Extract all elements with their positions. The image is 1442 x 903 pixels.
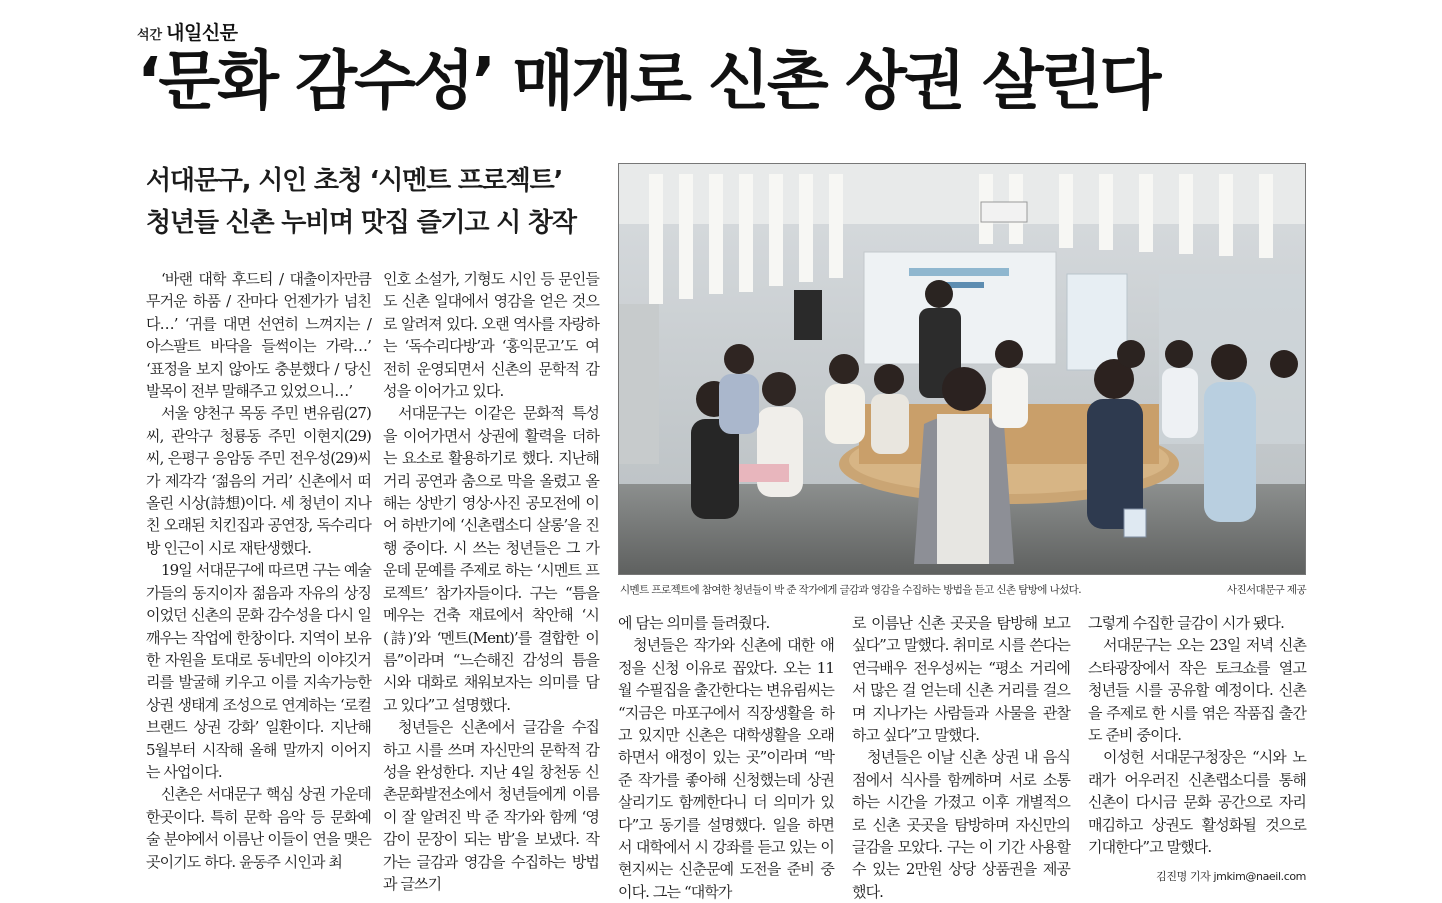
article-column-5 [1088,612,1306,862]
paragraph: 인호 소설가, 기형도 시인 등 문인들도 신촌 일대에서 영감을 얻은 것으로 알려져 있다. 오랜 역사를 자랑하는 ‘독수리다방’과 ‘홍익문고’도 여전히 운영되면서 신촌의 문학적 감성을 이어가고 있다. [383,270,599,401]
paragraph: 서울 양천구 목동 주민 변유림(27)씨, 관악구 청룡동 주민 이현지(29)씨, 은평구 응암동 주민 전우성(29)씨가 제각각 ‘젊음의 거리’ 신촌에서 떠올린 시상(詩想)이다. 세 청년이 지나친 오래된 치킨집과 공연장, 독수리다방 인근이 시로 재탄생했다. [146,404,371,557]
paragraph: 청년들은 작가와 신촌에 대한 애정을 신청 이유로 꼽았다. 오는 11월 수필집을 출간한다는 변유림씨는 “지금은 마포구에서 직장생활을 하고 있지만 신촌은 대학생활을 오래 하면서 애정이 있는 곳”이라며 “박 준 작가를 좋아해 신청했는데 상권 살리기도 함께한다니 더 의미가 있다”고 동기를 설명했다. 일을 하면서 대학에서 시 강좌를 듣고 있는 이현지씨는 신춘문예 도전을 준비 중이다. 그는 “대학가 [618,636,834,901]
article-column-4 [852,612,1070,901]
photo-caption: 시멘트 프로젝트에 참여한 청년들이 박 준 작가에게 글감과 영감을 수집하는 방법을 듣고 신촌 탐방에 나섰다. [620,584,1081,596]
article-column-2 [383,268,599,893]
paragraph: 청년들은 이날 신촌 상권 내 음식점에서 식사를 함께하며 서로 소통하는 시간을 가졌고 이후 개별적으로 신촌 곳곳을 탐방하며 자신만의 글감을 모았다. 구는 이 기간 사용할 수 있는 2만원 상당 상품권을 제공했다. [852,748,1070,901]
photo-credit: 사진서대문구 제공 [1226,584,1306,596]
paragraph: 신촌은 서대문구 핵심 상권 가운데 한곳이다. 특히 문학 음악 등 문화예술 분야에서 이름난 이들이 연을 맺은 곳이기도 하다. 윤동주 시인과 최 [146,785,371,871]
article-column-3 [618,612,834,901]
headline: ‘문화 감수성’ 매개로 신촌 상권 살린다 [137,45,1159,119]
paragraph: 로 이름난 신촌 곳곳을 탐방해 보고 싶다”고 말했다. 취미로 시를 쓴다는 연극배우 전우성씨는 “평소 거리에서 많은 걸 얻는데 신촌 거리를 걸으며 지나가는 사람들과 사물을 관찰하고 싶다”고 말했다. [852,614,1070,745]
paragraph: 에 담는 의미를 들려줬다. [618,614,770,632]
article-column-1 [146,268,371,890]
edition-label: 석간 [137,28,163,43]
paragraph: ‘바랜 대학 후드티 / 대출이자만큼 무거운 하품 / 잔마다 언젠가가 넘친다…’ ‘귀를 대면 선연히 느껴지는 / 아스팔트 바닥을 들썩이는 가락…’ ‘표정을 보지 않아도 충분했다 / 당신 발목이 전부 말해주고 있었으니…’ [146,270,371,401]
subheadline-line-1: 서대문구, 시인 초청 ‘시멘트 프로젝트’ [146,166,563,196]
workshop-photo-illustration [619,164,1305,574]
paragraph: 서대문구는 오는 23일 저녁 신촌스타광장에서 작은 토크쇼를 열고 청년들 시를 공유할 예정이다. 신촌을 주제로 한 시를 엮은 작품집 출간도 준비 중이다. [1088,636,1306,745]
masthead [137,18,238,44]
paragraph: 서대문구는 이같은 문화적 특성을 이어가면서 상권에 활력을 더하는 요소로 활용하기로 했다. 지난해 거리 공연과 춤으로 막을 올렸고 올해는 상반기 영상·사진 공모전에 이어 하반기에 ‘신촌랩소디 살롱’을 진행 중이다. 시 쓰는 청년들은 그 가운데 문예를 주제로 하는 ‘시멘트 프로젝트’ 참가자들이다. 구는 “틈을 메우는 건축 재료에서 착안해 ‘시(詩)’와 ‘멘트(Ment)’를 결합한 이름”이라며 “느슨해진 감성의 틈을 시와 대화로 채워보자는 의미를 담고 있다”고 설명했다. [383,404,599,714]
subheadline-line-2: 청년들 신촌 누비며 맛집 즐기고 시 창작 [146,208,576,238]
paragraph: 이성헌 서대문구청장은 “시와 노래가 어우러진 신촌랩소디를 통해 신촌이 다시금 문화 공간으로 자리매김하고 상권도 활성화될 것으로 기대한다”고 말했다. [1088,748,1306,857]
photo-caption-row [620,582,1306,598]
paragraph: 그렇게 수집한 글감이 시가 됐다. [1088,614,1285,632]
subheadline [146,160,606,244]
paragraph: 19일 서대문구에 따르면 구는 예술가들의 동지이자 젊음과 자유의 상징이었던 신촌의 문화 감수성을 다시 일깨우는 작업에 한창이다. 지역이 보유한 자원을 토대로 동네만의 이야깃거리를 발굴해 키우고 이를 지속가능한 상권 생태계 조성으로 연계하는 ‘로컬브랜드 상권 강화’ 일환이다. 지난해 5월부터 시작해 올해 말까지 이어지는 사업이다. [146,561,371,781]
newspaper-name: 내일신문 [166,22,238,44]
paragraph: 청년들은 신촌에서 글감을 수집하고 시를 쓰며 자신만의 문학적 감성을 완성한다. 지난 4일 창천동 신촌문화발전소에서 청년들에게 이름이 잘 알려진 박 준 작가와 함께 ‘영감이 문장이 되는 밤’을 보냈다. 작가는 글감과 영감을 수집하는 방법과 글쓰기 [383,718,599,893]
event-photo [618,163,1306,575]
reporter-byline: 김진명 기자 jmkim@naeil.com [1156,870,1306,883]
